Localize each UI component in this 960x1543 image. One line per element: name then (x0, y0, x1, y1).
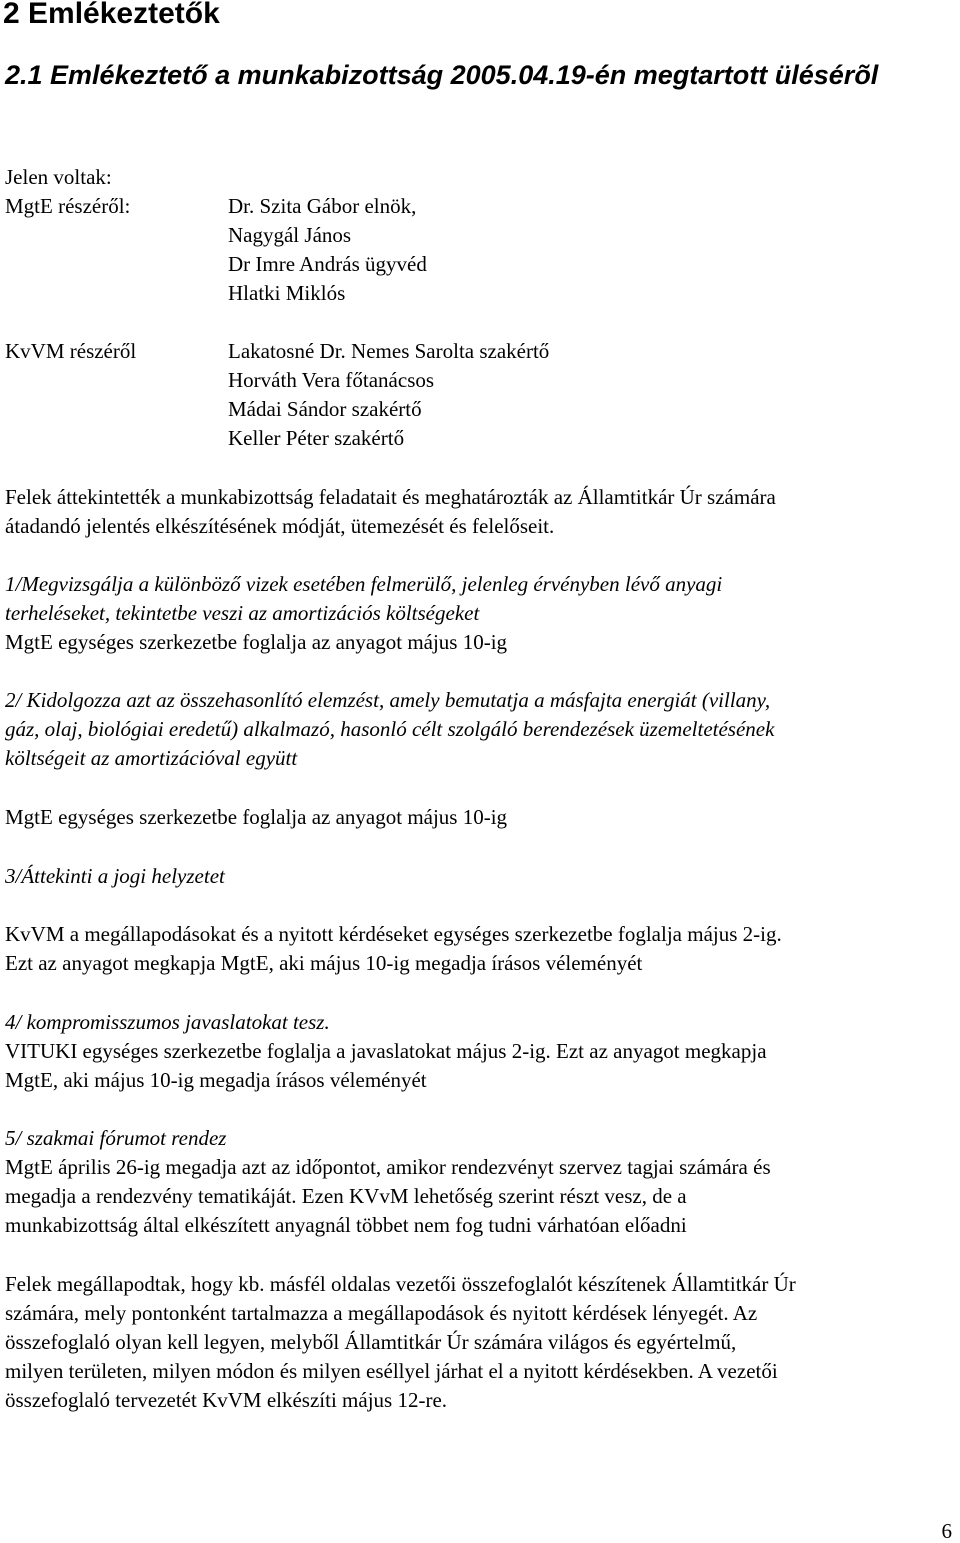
task-note: VITUKI egységes szerkezetbe foglalja a javaslatokat május 2-ig. Ezt az anyagot megkapja (5, 1039, 767, 1063)
task-title: terheléseket, tekintetbe veszi az amortizációs költségeket (5, 601, 480, 625)
task-title: 4/ kompromisszumos javaslatokat tesz. (5, 1010, 330, 1034)
task-note: MgtE egységes szerkezetbe foglalja az anyagot május 10-ig (5, 805, 508, 829)
kvvm-name: Keller Péter szakértő (228, 426, 405, 450)
attendees-title: Jelen voltak: (5, 165, 112, 189)
task-title: költségeit az amortizációval együtt (5, 746, 298, 770)
mgte-name: Dr Imre András ügyvéd (228, 252, 427, 276)
task-item-4 (5, 1008, 955, 1095)
task-item-1 (5, 570, 955, 657)
task-item-2-note (5, 803, 955, 832)
task-title: 2/ Kidolgozza azt az összehasonlító elemzést, amely bemutatja a másfajta energiát (villany, (5, 688, 771, 712)
mgte-name: Dr. Szita Gábor elnök, (228, 194, 417, 218)
intro-paragraph: Felek áttekintették a munkabizottság feladatait és meghatározták az Államtitkár Úr számára átadandó jelentés elkészítésének módját, ütemezését és felelőseit. (5, 485, 776, 538)
task-item-3-note (5, 920, 955, 978)
kvvm-name: Horváth Vera főtanácsos (228, 368, 435, 392)
kvvm-name: Lakatosné Dr. Nemes Sarolta szakértő (228, 339, 550, 363)
task-note: munkabizottság által elkészített anyagnál többet nem fog tudni várhatóan előadni (5, 1213, 687, 1237)
task-title: 5/ szakmai fórumot rendez (5, 1126, 227, 1150)
task-note: Ezt az anyagot megkapja MgtE, aki május 10-ig megadja írásos véleményét (5, 951, 643, 975)
task-item-3 (5, 862, 955, 891)
mgte-name: Nagygál János (228, 223, 352, 247)
task-title: 3/Áttekinti a jogi helyzetet (5, 864, 225, 888)
task-item-2 (5, 686, 955, 773)
kvvm-name: Mádai Sándor szakértő (228, 397, 422, 421)
task-title: 1/Megvizsgálja a különböző vizek esetében felmerülő, jelenleg érvényben lévő anyagi (5, 572, 723, 596)
mgte-label: MgtE részéről: (5, 194, 131, 218)
task-title: gáz, olaj, biológiai eredetű) alkalmazó, hasonló célt szolgáló berendezések üzemeltetésének (5, 717, 775, 741)
task-note: megadja a rendezvény tematikáját. Ezen KVvM lehetőség szerint részt vesz, de a (5, 1184, 687, 1208)
conclusion-paragraph: Felek megállapodtak, hogy kb. másfél oldalas vezetői összefoglalót készítenek Államtitkár Úr számára, mely pontonként tartalmazza a megállapodások és nyitott kérdések lényegét. Az összefoglaló olyan kell legyen, melyből Államtitkár Úr számára világos és egyértelmű, milyen területen, milyen módon és milyen eséllyel járhat el a nyitott kérdésekben. A vezetői összefoglaló tervezetét KvVM elkészíti május 12-re. (5, 1272, 796, 1412)
subsection-heading: 2.1 Emlékeztető a munkabizottság 2005.04.19-én megtartott ülésérõl (5, 60, 879, 90)
task-note: KvVM a megállapodásokat és a nyitott kérdéseket egységes szerkezetbe foglalja május 2-ig. (5, 922, 782, 946)
task-note: MgtE április 26-ig megadja azt az időpontot, amikor rendezvényt szervez tagjai számára és (5, 1155, 771, 1179)
task-note: MgtE egységes szerkezetbe foglalja az anyagot május 10-ig (5, 630, 508, 654)
section-heading: 2 Emlékeztetők (3, 0, 220, 30)
page-number: 6 (941, 1519, 952, 1543)
task-item-5 (5, 1124, 955, 1240)
kvvm-label: KvVM részéről (5, 339, 137, 363)
task-note: MgtE, aki május 10-ig megadja írásos véleményét (5, 1068, 427, 1092)
mgte-name: Hlatki Miklós (228, 281, 346, 305)
